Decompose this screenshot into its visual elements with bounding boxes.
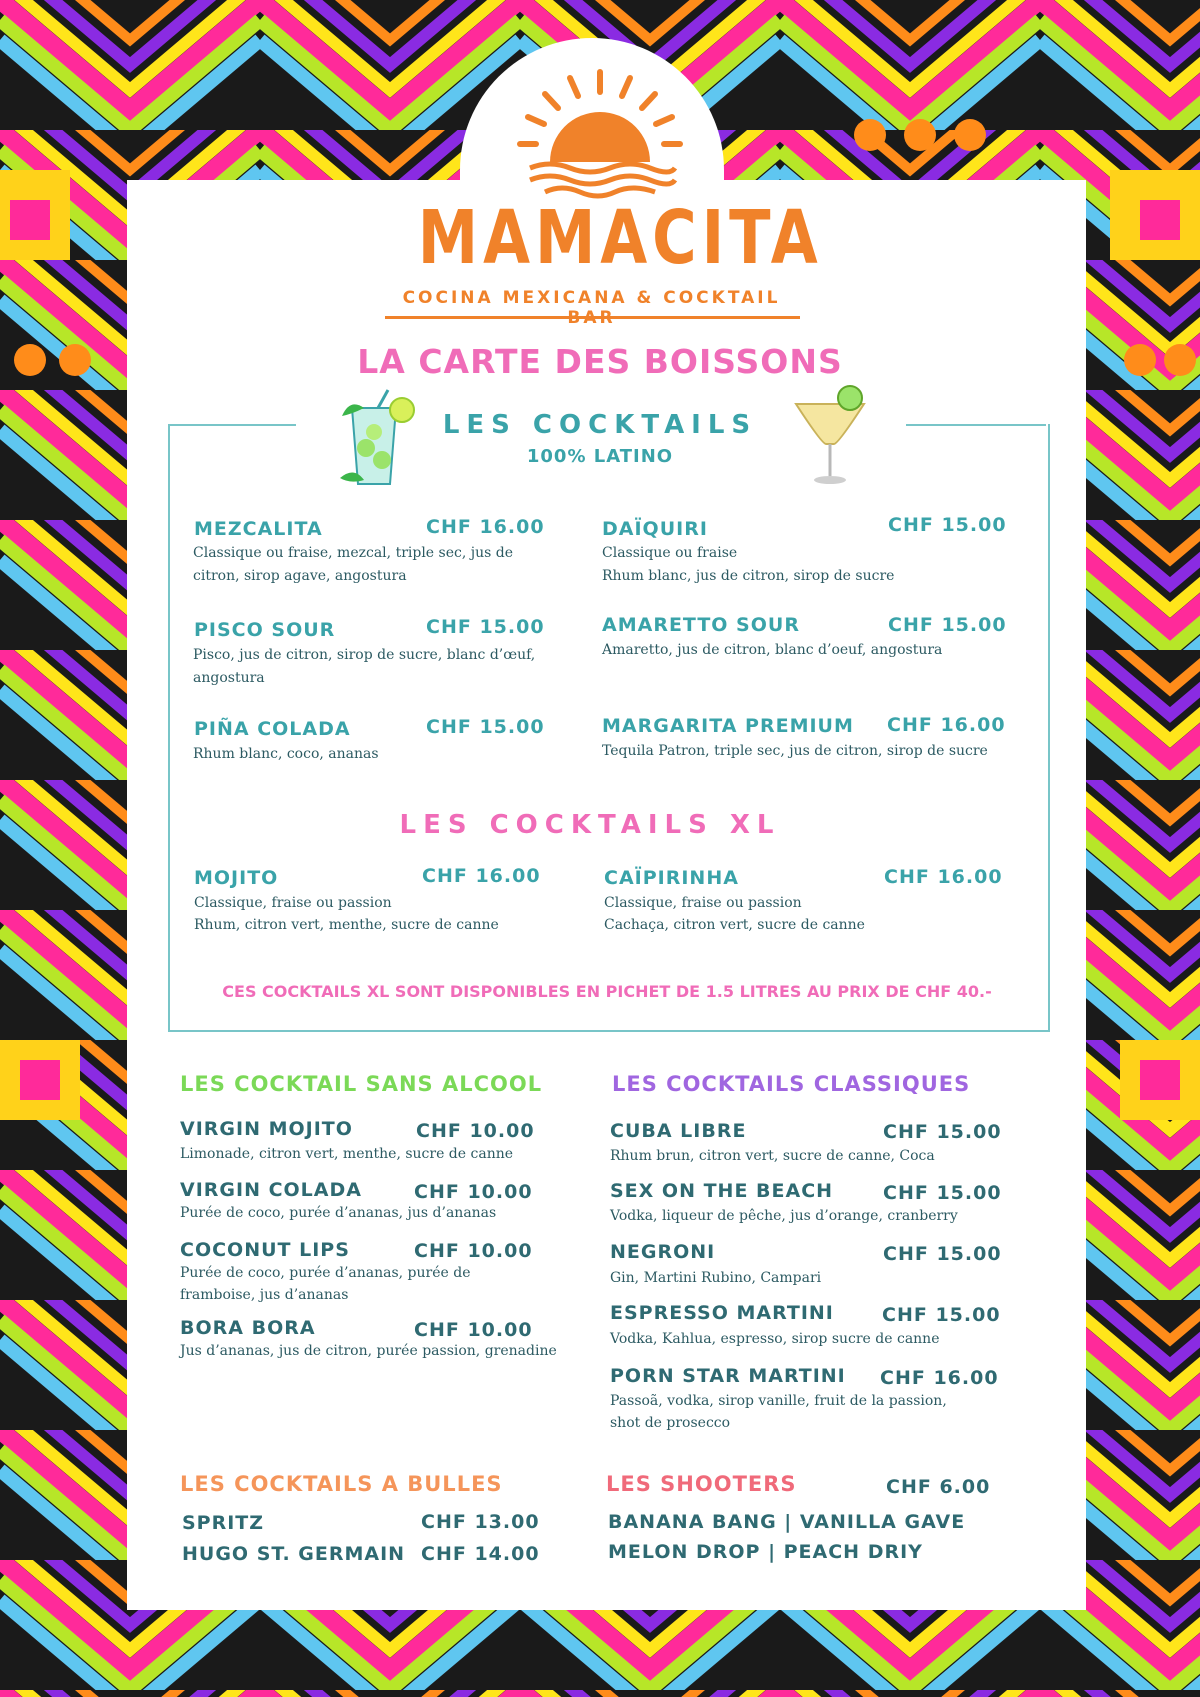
menu-item-price: CHF 10.00 xyxy=(416,1120,535,1142)
menu-item-name: VIRGIN COLADA xyxy=(180,1179,362,1201)
cocktails-heading: LES COCKTAILS xyxy=(442,410,758,440)
cocktails-subheading: 100% LATINO xyxy=(526,446,674,467)
brand-name: MAMACITA xyxy=(417,195,823,281)
menu-item-name: CUBA LIBRE xyxy=(610,1120,747,1142)
menu-item-price: CHF 16.00 xyxy=(880,1367,999,1389)
menu-item-name: PISCO SOUR xyxy=(194,619,336,641)
margarita-glass-icon xyxy=(792,384,868,488)
brand-underline xyxy=(385,316,800,319)
menu-item-desc: Rhum brun, citron vert, sucre de canne, Coca xyxy=(610,1148,935,1164)
menu-item-price: CHF 15.00 xyxy=(882,1304,1001,1326)
shooters-heading: LES SHOOTERS xyxy=(606,1472,797,1496)
shooters-line: MELON DROP | PEACH DRIY xyxy=(608,1541,923,1563)
menu-item-desc: Classique, fraise ou passion xyxy=(194,895,392,911)
menu-item-price: CHF 15.00 xyxy=(426,616,545,638)
frame-top-left-line xyxy=(168,424,296,426)
menu-item-name: HUGO ST. GERMAIN xyxy=(182,1543,406,1565)
menu-item-price: CHF 13.00 xyxy=(421,1511,540,1533)
menu-item-name: ESPRESSO MARTINI xyxy=(610,1302,834,1324)
bulles-heading: LES COCKTAILS A BULLES xyxy=(180,1472,503,1496)
menu-item-desc: Pisco, jus de citron, sirop de sucre, blanc d’œuf, angostura xyxy=(193,647,536,686)
menu-item-price: CHF 10.00 xyxy=(414,1240,533,1262)
brand-tagline: COCINA MEXICANA & COCKTAIL xyxy=(402,288,781,308)
menu-item-desc: Limonade, citron vert, menthe, sucre de canne xyxy=(180,1146,514,1162)
menu-item-desc: Jus d’ananas, jus de citron, purée passion, grenadine xyxy=(180,1343,557,1359)
menu-item-desc: Vodka, liqueur de pêche, jus d’orange, cranberry xyxy=(610,1208,958,1224)
menu-item-name: PORN STAR MARTINI xyxy=(610,1365,846,1387)
menu-item-name: SEX ON THE BEACH xyxy=(610,1180,834,1202)
menu-item-price: CHF 14.00 xyxy=(421,1543,540,1565)
menu-item-desc: Cachaça, citron vert, sucre de canne xyxy=(604,917,865,933)
menu-item-price: CHF 10.00 xyxy=(414,1181,533,1203)
shooters-price: CHF 6.00 xyxy=(886,1476,991,1498)
frame-top-right-line xyxy=(906,424,1046,426)
menu-item-desc: Rhum blanc, coco, ananas xyxy=(193,746,379,762)
menu-item-desc: Gin, Martini Rubino, Campari xyxy=(610,1270,822,1286)
mojito-glass-icon xyxy=(330,388,418,490)
menu-item-desc: Purée de coco, purée d’ananas, jus d’ananas xyxy=(180,1205,497,1221)
xl-pitcher-note: CES COCKTAILS XL SONT DISPONIBLES EN PICHET DE 1.5 LITRES AU PRIX DE CHF 40.- xyxy=(222,982,992,1001)
menu-item-name: MARGARITA PREMIUM xyxy=(602,715,854,737)
classiques-heading: LES COCKTAILS CLASSIQUES xyxy=(612,1072,971,1096)
menu-item-name: DAÏQUIRI xyxy=(602,518,708,540)
menu-item-name: MOJITO xyxy=(194,867,279,889)
menu-item-desc: Vodka, Kahlua, espresso, sirop sucre de canne xyxy=(610,1331,940,1347)
menu-item-name: MEZCALITA xyxy=(194,518,323,540)
menu-item-price: CHF 16.00 xyxy=(426,516,545,538)
menu-item-price: CHF 16.00 xyxy=(884,866,1003,888)
page-title: LA CARTE DES BOISSONS xyxy=(357,342,843,381)
sun-logo-icon xyxy=(500,62,700,202)
menu-item-price: CHF 10.00 xyxy=(414,1319,533,1341)
sans-alcool-heading: LES COCKTAIL SANS ALCOOL xyxy=(180,1072,543,1096)
menu-item-price: CHF 15.00 xyxy=(883,1182,1002,1204)
menu-item-name: AMARETTO SOUR xyxy=(602,614,800,636)
menu-item-desc: Rhum blanc, jus de citron, sirop de sucre xyxy=(602,568,895,584)
cocktails-xl-heading: LES COCKTAILS XL xyxy=(399,810,781,840)
menu-item-desc: Purée de coco, purée d’ananas, purée de framboise, jus d’ananas xyxy=(180,1265,471,1303)
menu-item-desc: Passoã, vodka, sirop vanille, fruit de la passion, shot de prosecco xyxy=(610,1393,947,1431)
menu-item-name: COCONUT LIPS xyxy=(180,1239,350,1261)
menu-item-name: CAÏPIRINHA xyxy=(604,867,739,889)
shooters-line: BANANA BANG | VANILLA GAVE xyxy=(608,1511,966,1533)
menu-item-desc: Tequila Patron, triple sec, jus de citron, sirop de sucre xyxy=(602,743,988,759)
menu-item-price: CHF 16.00 xyxy=(422,865,541,887)
menu-item-desc: Amaretto, jus de citron, blanc d’oeuf, angostura xyxy=(602,642,943,658)
menu-item-name: BORA BORA xyxy=(180,1317,316,1339)
menu-item-desc: Classique, fraise ou passion xyxy=(604,895,802,911)
menu-item-name: SPRITZ xyxy=(182,1512,265,1534)
menu-item-price: CHF 16.00 xyxy=(887,714,1006,736)
menu-item-desc: Rhum, citron vert, menthe, sucre de canne xyxy=(194,917,499,933)
menu-item-desc: Classique ou fraise, mezcal, triple sec, jus de citron, sirop agave, angostura xyxy=(193,545,513,584)
menu-item-desc: Classique ou fraise xyxy=(602,545,738,561)
menu-item-price: CHF 15.00 xyxy=(426,716,545,738)
menu-item-price: CHF 15.00 xyxy=(888,614,1007,636)
menu-item-price: CHF 15.00 xyxy=(888,514,1007,536)
menu-item-name: NEGRONI xyxy=(610,1241,716,1263)
menu-item-price: CHF 15.00 xyxy=(883,1243,1002,1265)
menu-item-price: CHF 15.00 xyxy=(883,1121,1002,1143)
menu-item-name: PIÑA COLADA xyxy=(194,718,351,740)
menu-item-name: VIRGIN MOJITO xyxy=(180,1118,353,1140)
